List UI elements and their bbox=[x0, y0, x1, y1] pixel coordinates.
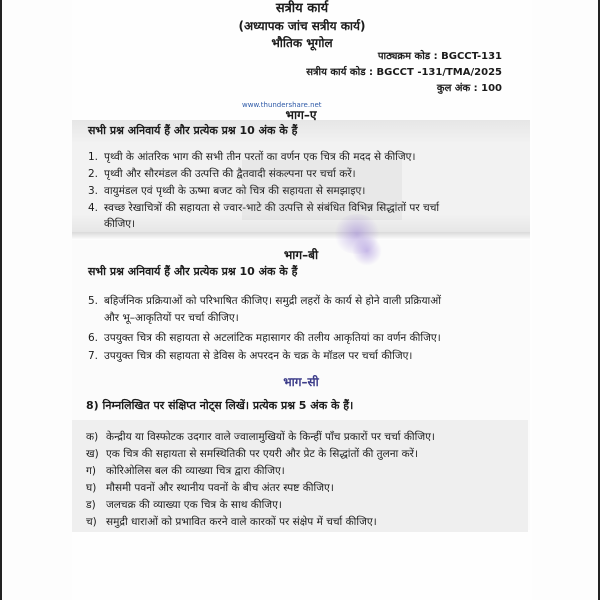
question-8a bbox=[86, 430, 435, 444]
question-6 bbox=[88, 331, 441, 345]
question-number: ग) bbox=[86, 465, 97, 477]
photo-shadow bbox=[242, 160, 402, 220]
part-b-instruction: सभी प्रश्न अनिवार्य हैं और प्रत्येक प्रश्न 10 अंक के हैं bbox=[88, 265, 298, 278]
question-text: कोरिओलिस बल की व्याख्या चित्र द्वारा कीजिए। bbox=[106, 465, 285, 477]
question-number: 6. bbox=[88, 332, 99, 344]
question-number: घ) bbox=[86, 482, 97, 494]
subject-title: भौतिक भूगोल bbox=[271, 36, 333, 50]
photo-seam bbox=[72, 232, 530, 240]
assignment-subtitle: (अध्यापक जांच सत्रीय कार्य) bbox=[238, 19, 366, 33]
part-c-heading: भाग–सी bbox=[283, 375, 319, 389]
assignment-title: सत्रीय कार्य bbox=[275, 1, 329, 16]
question-text: उपयुक्त चित्र की सहायता से डेविस के अपरदन के चक्र के मॉडल पर चर्चा कीजिए। bbox=[104, 350, 413, 362]
question-number: च) bbox=[86, 516, 97, 528]
part-a-instruction: सभी प्रश्न अनिवार्य हैं और प्रत्येक प्रश्न 10 अंक के हैं bbox=[88, 124, 298, 137]
question-number: 5. bbox=[88, 295, 99, 307]
part-b-heading: भाग–बी bbox=[283, 248, 319, 262]
ink-smudge bbox=[352, 236, 382, 266]
assignment-code: सत्रीय कार्य कोड : BGCCT -131/TMA/2025 bbox=[306, 67, 502, 78]
question-number: ख) bbox=[86, 448, 99, 460]
question-4-continuation: कीजिए। bbox=[104, 218, 136, 230]
question-number: ड) bbox=[86, 499, 96, 511]
question-5-continuation: और भू–आकृतियों पर चर्चा कीजिए। bbox=[104, 312, 239, 324]
question-8d bbox=[86, 481, 334, 495]
question-number: 1. bbox=[88, 151, 99, 163]
question-text: एक चित्र की सहायता से समस्थितिकी पर एयरी और प्रेट के सिद्धांतों की तुलना करें। bbox=[106, 448, 418, 460]
question-number: 2. bbox=[88, 168, 99, 180]
watermark-url: www.thundershare.net bbox=[242, 101, 322, 109]
total-marks: कुल अंक : 100 bbox=[436, 83, 502, 94]
question-text: मौसमी पवनों और स्थानीय पवनों के बीच अंतर स्पष्ट कीजिए। bbox=[106, 482, 334, 494]
question-text: वायुमंडल एवं पृथ्वी के ऊष्मा बजट को चित्र की सहायता से समझाइए। bbox=[104, 185, 366, 197]
question-text: स्वच्छ रेखाचित्रों की सहायता से ज्वार-भाटे की उत्पत्ति से संबंधित विभिन्न सिद्धांतों पर चर्चा bbox=[104, 202, 440, 214]
course-code: पाठ्यक्रम कोड : BGCCT-131 bbox=[377, 51, 502, 62]
part-a-heading: भाग–ए bbox=[285, 108, 317, 122]
question-8e bbox=[86, 498, 282, 512]
question-text: पृथ्वी और सौरमंडल की उत्पत्ति की द्वैतवादी संकल्पना पर चर्चा करें। bbox=[104, 168, 356, 180]
question-text: केन्द्रीय या विस्फोटक उदगार वाले ज्वालामुखियों के किन्हीं पाँच प्रकारों पर चर्चा कीजिए। bbox=[106, 431, 435, 443]
question-5 bbox=[88, 294, 441, 308]
question-7 bbox=[88, 349, 412, 363]
question-number: क) bbox=[86, 431, 99, 443]
question-text: बहिर्जनिक प्रक्रियाओं को परिभाषित कीजिए। समुद्री लहरों के कार्य से होने वाली प्रक्रियाओं bbox=[104, 295, 441, 307]
question-text: समुद्री धाराओं को प्रभावित करने वाले कारकों पर संक्षेप में चर्चा कीजिए। bbox=[106, 516, 377, 528]
question-8c bbox=[86, 464, 285, 478]
question-number: 7. bbox=[88, 350, 99, 362]
question-number: 4. bbox=[88, 202, 99, 214]
question-number: 3. bbox=[88, 185, 99, 197]
question-8b bbox=[86, 447, 418, 461]
question-8f bbox=[86, 515, 377, 529]
question-text: उपयुक्त चित्र की सहायता से अटलांटिक महासागर की तलीय आकृतियां का वर्णन कीजिए। bbox=[104, 332, 441, 344]
question-text: पृथ्वी के आंतरिक भाग की सभी तीन परतों का वर्णन एक चित्र की मदद से कीजिए। bbox=[104, 151, 416, 163]
part-c-instruction: 8) निम्नलिखित पर संक्षिप्त नोट्स लिखें। प्रत्येक प्रश्न 5 अंक के हैं। bbox=[86, 399, 354, 412]
question-text: जलचक्र की व्याख्या एक चित्र के साथ कीजिए। bbox=[106, 499, 282, 511]
